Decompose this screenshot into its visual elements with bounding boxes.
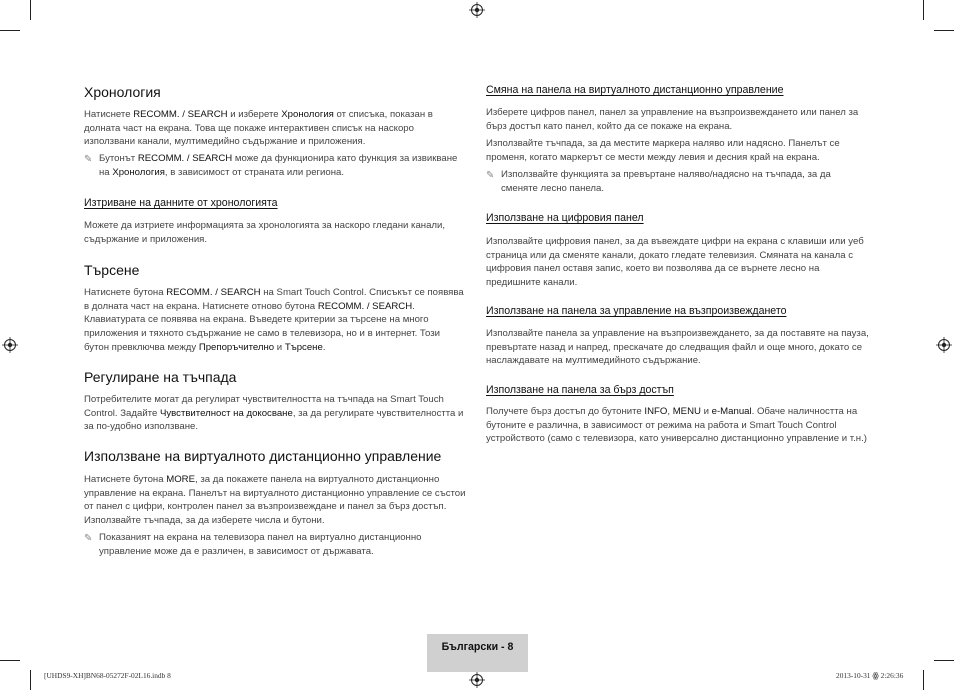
pencil-note-icon: ✎ bbox=[84, 533, 93, 544]
registration-mark-icon bbox=[469, 672, 485, 688]
delete-history-heading: Изтриване на данните от хронологията bbox=[84, 197, 278, 209]
delete-history-paragraph: Можете да изтриете информацията за хронологията за наскоро гледани канали, съдържание и приложения. bbox=[84, 220, 446, 245]
crop-mark bbox=[923, 0, 924, 20]
crop-mark bbox=[0, 30, 20, 31]
page-label: Български - 8 bbox=[441, 641, 514, 653]
history-title: Хронология bbox=[84, 84, 161, 100]
search-paragraph: Натиснете бутона RECOMM. / SEARCH на Smart Touch Control. Списъкът се появява в долната част на екрана. Натиснете отново бутона RECOMM. / SEARCH. Клавиатурата се появява на екрана. Въведете критерии за търсене на много приложения и тяхното съдържание не само в телевизора, но и в интернет. Този бутон превключва между Препоръчително и Търсене. bbox=[84, 287, 464, 353]
crop-mark bbox=[934, 30, 954, 31]
change-panel-note: ✎ Използвайте функцията за превъртане наляво/надясно на тъчпада, за да сменяте лесно панела. bbox=[486, 169, 831, 194]
virtual-remote-title: Използване на виртуалното дистанционно управление bbox=[84, 448, 442, 464]
playback-panel-paragraph: Използвайте панела за управление на възпроизвеждането, за да поставяте на пауза, превъртате назад и напред, прескачате до следващия файл и още много, докато се наслаждавате на мултимедийното съдържание. bbox=[486, 328, 869, 367]
change-panel-heading: Смяна на панела на виртуалното дистанционно управление bbox=[486, 84, 784, 96]
numpad-paragraph: Използвайте цифровия панел, за да въвеждате цифри на екрана с клавиши или уеб страница или да сменяте канали, докато гледате телевизия. Смяната на канала с цифровия панел оставя запис, което ви позволява да се върнете лесно на предишните канали. bbox=[486, 236, 864, 289]
registration-mark-icon bbox=[936, 337, 952, 353]
virtual-remote-note: ✎ Показаният на екрана на телевизора панел на виртуално дистанционно управление може да е различен, в зависимост от държавата. bbox=[84, 532, 422, 557]
crop-mark bbox=[0, 660, 20, 661]
search-title: Търсене bbox=[84, 262, 140, 278]
pencil-note-icon: ✎ bbox=[486, 170, 495, 181]
quick-access-heading: Използване на панела за бърз достъп bbox=[486, 384, 674, 396]
history-note: ✎ Бутонът RECOMM. / SEARCH може да функционира като функция за извикване на Хронология, в зависимост от страната или региона. bbox=[84, 153, 458, 178]
registration-mark-icon bbox=[469, 2, 485, 18]
pencil-note-icon: ✎ bbox=[84, 154, 93, 165]
touchpad-paragraph: Потребителите могат да регулират чувствителността на тъчпада на Smart Touch Control. Задайте Чувствителност на докосване, за да регулирате чувствителността и за по-удобно използване. bbox=[84, 394, 464, 433]
quick-access-paragraph: Получете бърз достъп до бутоните INFO, MENU и e-Manual. Обаче наличността на бутоните е различна, в зависимост от режима на работа и Smart Touch Control устройството (само с телевизора, като универсално дистанционно управление и т.н.) bbox=[486, 406, 867, 445]
history-paragraph: Натиснете RECOMM. / SEARCH и изберете Хронология от списъка, показан в долната част на екрана. Това ще покаже интерактивен списък на наскоро използвани канали, мултимедийно съдържание и приложения. bbox=[84, 109, 433, 148]
touchpad-title: Регулиране на тъчпада bbox=[84, 369, 237, 385]
print-slug-left: [UHDS9-XH]BN68-05272F-02L16.indb 8 bbox=[44, 671, 171, 680]
page-number-tab bbox=[427, 634, 528, 672]
virtual-remote-paragraph: Натиснете бутона MORE, за да покажете панела на виртуалното дистанционно управление на екрана. Панелът на виртуалното дистанционно управление се състои от панел с цифри, контролен панел за възпроизвеждане и панел за бърз достъп. Използвайте тъчпада, за да изберете числа и бутони. bbox=[84, 474, 466, 527]
playback-panel-heading: Използване на панела за управление на възпроизвеждането bbox=[486, 305, 787, 317]
change-panel-paragraph-1: Изберете цифров панел, панел за управление на възпроизвеждането или панел за бърз достъп като панел, който да се покаже на екрана. bbox=[486, 107, 859, 132]
print-slug-right: 2013-10-31 ꙮ 2:26:36 bbox=[836, 671, 904, 680]
crop-mark bbox=[923, 670, 924, 690]
crop-mark bbox=[30, 0, 31, 20]
registration-mark-icon bbox=[2, 337, 18, 353]
change-panel-paragraph-2: Използвайте тъчпада, за да местите маркера наляво или надясно. Панелът се променя, когато маркерът се мести между левия и десния край на екрана. bbox=[486, 138, 840, 163]
crop-mark bbox=[30, 670, 31, 690]
numpad-heading: Използване на цифровия панел bbox=[486, 212, 644, 224]
crop-mark bbox=[934, 660, 954, 661]
